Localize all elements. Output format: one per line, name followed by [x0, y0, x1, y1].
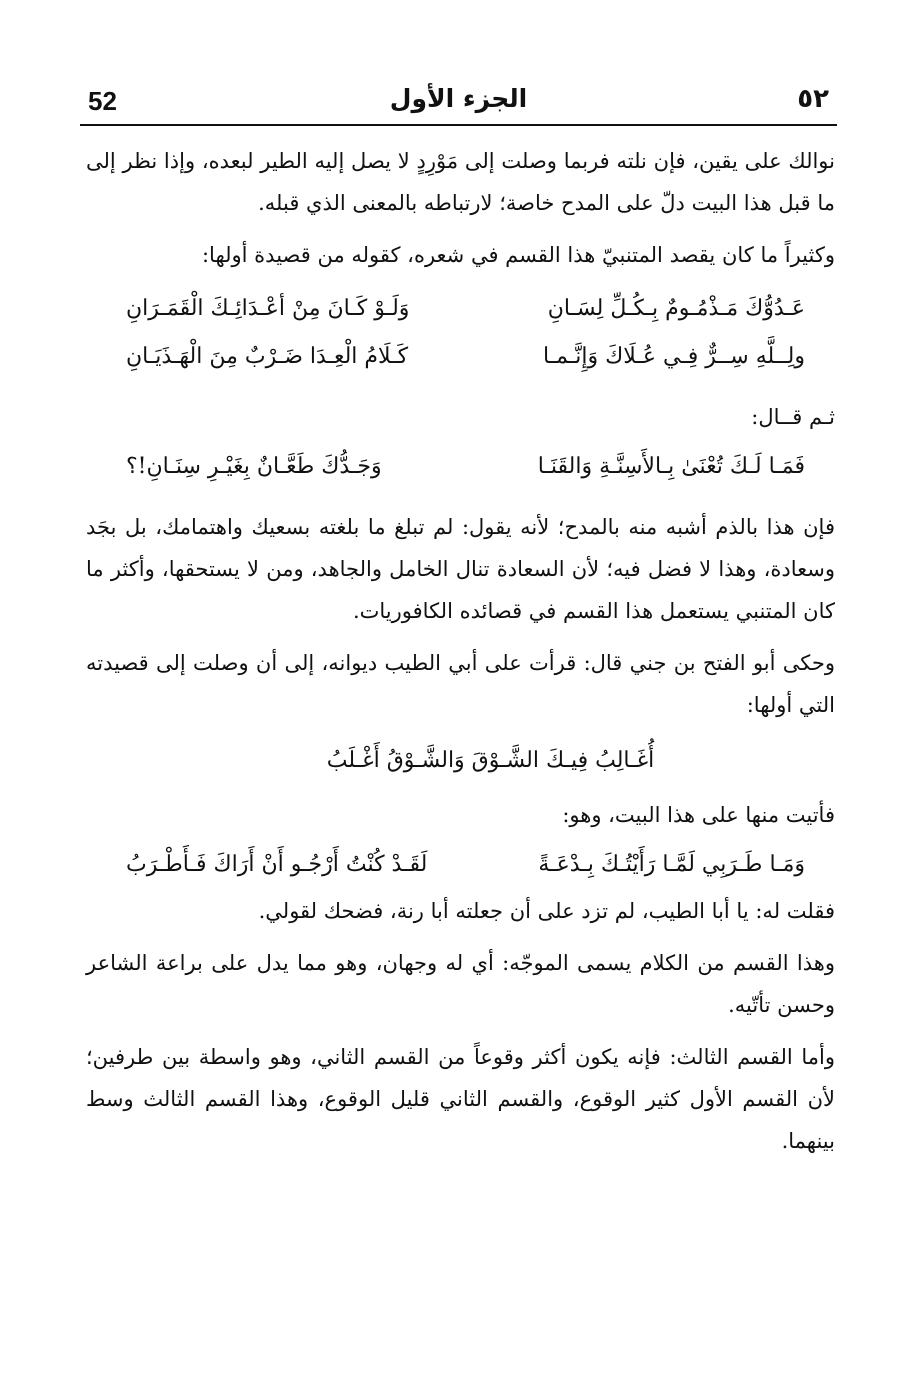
verse-single-line: أُغَـالِبُ فِيـكَ الشَّـوْقَ وَالشَّـوْقُ أَغْـلَبُ	[326, 748, 655, 773]
running-title: الجزء الأول	[389, 84, 528, 113]
page-header	[80, 80, 837, 126]
verse-first-hemistich: فَمَـا لَـكَ تُعْنَىٰ بِـالأَسِنَّـةِ وَالقَنَـا	[537, 454, 805, 479]
paragraph: فإن هذا بالذم أشبه منه بالمدح؛ لأنه يقول: لم تبلغ ما بلغته بسعيك واهتمامك، بل بجَد وسعادة، وهذا لا فضل فيه؛ لأن السعادة تنال الخامل والجاهد، ومن لا يستحقها، وأكثر ما كان المتنبي يستعمل هذا القسم في قصائده الكافوريات.	[86, 515, 835, 623]
page-body	[86, 140, 835, 1172]
verse-first-hemistich: عَـدُوُّكَ مَـذْمُـومٌ بِـكُـلِّ لِسَـانِ	[547, 296, 805, 321]
paragraph: نوالك على يقين، فإن نلته فربما وصلت إلى مَوْرِدٍ لا يصل إليه الطير لبعده، وإذا نظر إلى ما قبل هذا البيت دلّ على المدح خاصة؛ لارتباطه بالمعنى الذي قبله.	[86, 149, 835, 215]
paragraph: فأتيت منها على هذا البيت، وهو:	[562, 803, 835, 827]
verse-couplet	[86, 842, 835, 888]
paragraph: وأما القسم الثالث: فإنه يكون أكثر وقوعاً من القسم الثاني، وهو واسطة بين طرفين؛ لأن القسم الأول كثير الوقوع، والقسم الثاني قليل الوقوع، وهذا القسم الثالث وسط بينهما.	[86, 1045, 835, 1153]
verse-couplet	[86, 444, 835, 490]
paragraph: وهذا القسم من الكلام يسمى الموجّه: أي له وجهان، وهو مما يدل على براعة الشاعر وحسن تأتّيه.	[86, 951, 835, 1017]
verse-first-hemistich: ولِــلَّهِ سِــرٌّ فِـي عُـلَاكَ وَإِنَّـمـا	[542, 344, 805, 369]
verse-first-hemistich: وَمَـا طَـرَبِي لَمَّـا رَأَيْتُـكَ بِـدْعَـةً	[538, 852, 805, 877]
paragraph: ثـم قــال:	[751, 405, 835, 429]
verse-couplet	[86, 286, 835, 332]
paragraph: وكثيراً ما كان يقصد المتنبيّ هذا القسم في شعره، كقوله من قصيدة أولها:	[201, 243, 835, 267]
verse-couplet	[86, 334, 835, 380]
page-number-arabic: ٥٢	[797, 84, 829, 114]
page-number-latin: 52	[88, 86, 117, 116]
verse-second-hemistich: وَجَـدُّكَ طَعَّـانٌ بِغَيْـرِ سِنَـانِ!؟	[126, 454, 382, 479]
paragraph: وحكى أبو الفتح بن جني قال: قرأت على أبي الطيب ديوانه، إلى أن وصلت إلى قصيدته التي أولها:	[86, 651, 835, 717]
paragraph: فقلت له: يا أبا الطيب، لم تزد على أن جعلته أبا رنة، فضحك لقولي.	[258, 899, 835, 923]
verse-second-hemistich: لَقَـدْ كُنْتُ أَرْجُـو أَنْ أَرَاكَ فَـأَطْـرَبُ	[126, 852, 428, 877]
verse-second-hemistich: وَلَـوْ كَـانَ مِنْ أعْـدَائِـكَ الْقَمَـرَانِ	[126, 296, 410, 321]
verse-second-hemistich: كَـلَامُ الْعِـدَا ضَـرْبٌ مِنَ الْهَـذَيَـانِ	[126, 344, 409, 369]
